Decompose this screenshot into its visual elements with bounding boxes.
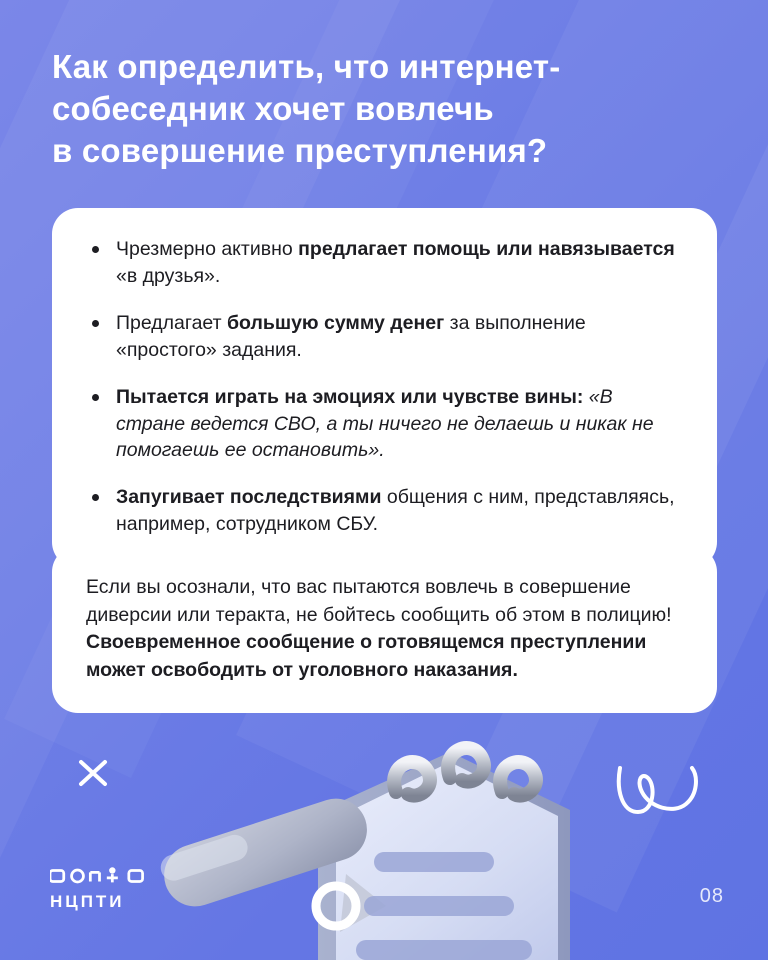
logo-mark-icon [50,865,151,887]
text-segment: Запугивает последствиями [116,486,382,509]
list-item [86,236,683,290]
text-segment: Своевременное сообщение о готовящемся преступлении может освободить от уголовного наказания. [86,631,647,682]
text-segment: Предлагает [116,311,227,334]
page-title-line: в совершение преступления? [52,131,548,169]
bullet-list [86,236,683,538]
bullet-dot-icon [92,494,99,501]
text-segment: «В стране ведется СВО, а ты ничего не делаешь и никак не помогаешь ее остановить». [116,385,654,462]
brand-logo [50,865,151,912]
text-segment: Пытается играть на эмоциях или чувстве вины: [116,385,584,408]
note-text [86,574,683,685]
note-card [52,546,717,713]
bullet-dot-icon [92,394,99,401]
page-title-line: собеседник хочет вовлечь [52,89,494,127]
text-segment: Если вы осознали, что вас пытаются вовлечь в совершение диверсии или теракта, не бойтесь сообщить об этом в полицию! [86,576,672,626]
text-segment: большую сумму денег [226,311,445,334]
text-segment: Чрезмерно активно [116,238,299,260]
page-number: 08 [699,885,724,907]
list-item [86,384,683,465]
text-segment: предлагает помощь [298,238,491,260]
x-mark-icon [76,756,110,790]
bullet-dot-icon [92,246,99,253]
bullet-dot-icon [92,320,99,327]
text-segment: или навязывается [496,238,675,260]
text-segment: «в друзья». [116,264,221,287]
squiggle-icon [612,762,706,820]
brand-name: НЦПТИ [50,892,125,911]
list-item [86,310,683,364]
spiral-notepad-with-pencil-illustration [150,700,580,960]
page-title [52,46,732,172]
text-segment: общения с ним, представляясь, например, сотрудником СБУ. [116,486,675,536]
text-segment: за выполнение «простого» задания. [116,311,586,361]
list-item [86,484,683,538]
bullet-list-card [52,208,717,568]
page-title-line: Как определить, что интернет- [52,48,561,85]
